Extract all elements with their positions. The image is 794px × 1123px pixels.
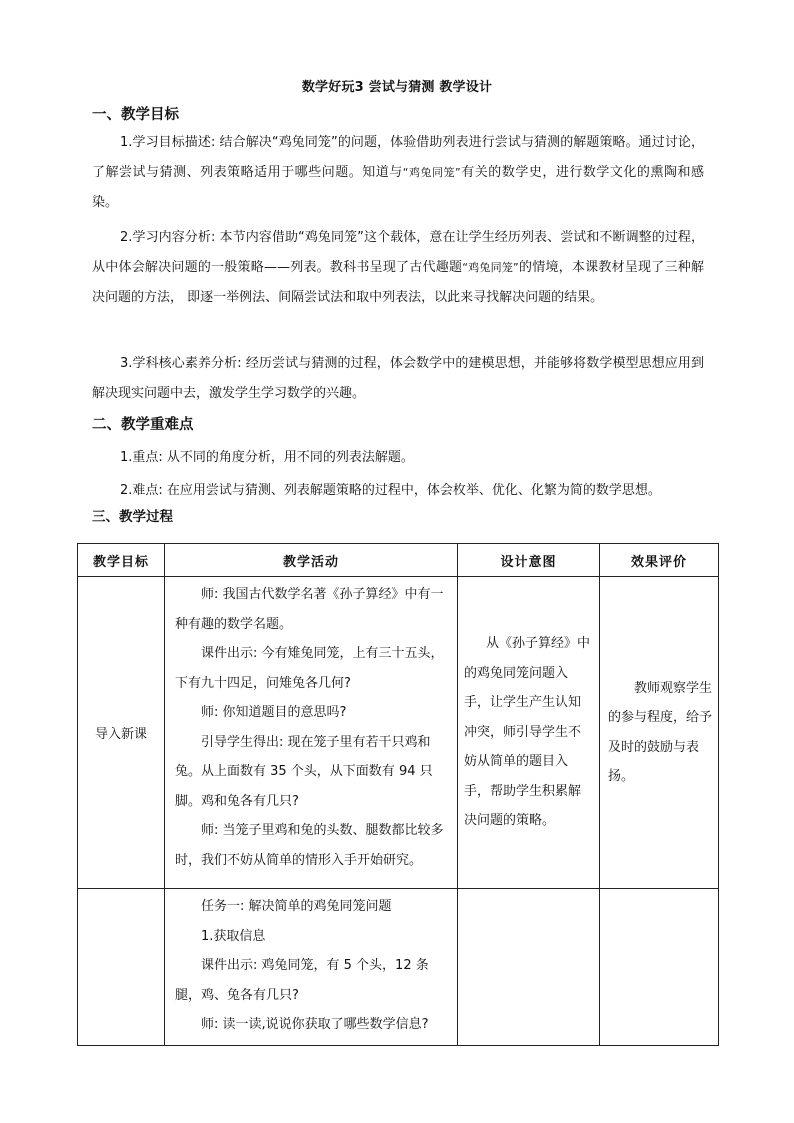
activity-paragraph: 师: 读一读,说说你获取了哪些数学信息?: [201, 1017, 429, 1032]
key-point-line: 1.重点: 从不同的角度分析，用不同的列表法解题。: [120, 450, 414, 465]
activity-paragraph: 1.获取信息: [201, 928, 266, 944]
table-row: [78, 889, 719, 1046]
row1-activity-cell: [165, 577, 458, 889]
row2-goal-cell: [78, 889, 165, 1046]
objective-paragraph-3: 3.学科核心素养分析: 经历尝试与猜测的过程，体会数学中的建模思想，并能够将数学模型思想应用到解决现实问题中去，激发学生学习数学的兴趣。: [92, 356, 704, 401]
row1-evaluation-cell: [600, 577, 719, 889]
activity-paragraph: 师: 我国古代数学名著《孙子算经》中有一种有趣的数学名题。: [175, 587, 444, 632]
section-heading-process: 三、教学过程: [92, 509, 173, 525]
objective-1-text-b: 有关的数学史，进行数学文化的熏陶和感染。: [92, 165, 704, 210]
objective-paragraph-1: [92, 128, 704, 218]
objective-paragraph-2: [92, 223, 704, 313]
document-title: 数学好玩3 尝试与猜测 教学设计: [301, 80, 493, 95]
table-header-row: [78, 544, 719, 577]
row2-evaluation-cell: [600, 889, 719, 1046]
teaching-process-table: [77, 543, 719, 1046]
row1-goal-cell: 导入新课: [78, 577, 165, 889]
activity-paragraph: 课件出示: 鸡兔同笼，有 5 个头，12 条腿，鸡、兔各有几只?: [175, 958, 429, 1003]
intent-paragraph: 从《孙子算经》中的鸡兔同笼问题入手，让学生产生认知冲突，师引导学生不妨从简单的题目入手，帮助学生积累解决问题的策略。: [464, 636, 591, 829]
activity-paragraph: 师: 你知道题目的意思吗?: [201, 705, 347, 720]
objective-2-quote: “鸡兔同笼”: [462, 261, 519, 274]
row2-intent-cell: [458, 889, 600, 1046]
activity-paragraph: 引导学生得出: 现在笼子里有若干只鸡和兔。从上面数有 35 个头，从下面数有 94 只脚。鸡和兔各有几只?: [175, 734, 433, 809]
section-heading-objectives: 一、教学目标: [92, 107, 179, 123]
activity-paragraph: 任务一: 解决简单的鸡兔同笼问题: [201, 899, 392, 914]
difficulty-line: 2.难点: 在应用尝试与猜测、列表解题策略的过程中，体会枚举、优化、化繁为简的数学思想。: [120, 483, 661, 498]
objective-2-text-b: 的情境，本课教材呈现了三种解决问题的方法， 即逐一举例法、间隔尝试法和取中列表法，以此来寻找解决问题的结果。: [92, 260, 704, 305]
header-effect-evaluation: 效果评价: [600, 544, 719, 577]
header-teaching-activity: 教学活动: [165, 544, 458, 577]
row2-activity-cell: [165, 889, 458, 1046]
activity-paragraph: 师: 当笼子里鸡和兔的头数、腿数都比较多时，我们不妨从简单的情形入手开始研究。: [175, 823, 444, 868]
row1-intent-cell: [458, 577, 600, 889]
objective-1-quote: “鸡兔同笼”: [402, 166, 461, 179]
header-design-intent: 设计意图: [458, 544, 600, 577]
evaluation-paragraph: 教师观察学生的参与程度，给予及时的鼓励与表扬。: [608, 680, 713, 784]
header-teaching-goal: 教学目标: [78, 544, 165, 577]
table-row: [78, 577, 719, 889]
objective-2-text-a: 2.学习内容分析: 本节内容借助“鸡兔同笼”这个载体，意在让学生经历列表、尝试和不断调整的过程，从中体会解决问题的一般策略——列表。教科书呈现了古代趣题: [92, 230, 704, 275]
objective-1-text-a: 1.学习目标描述: 结合解决“鸡兔同笼”的问题，体验借助列表进行尝试与猜测的解题策略。通过讨论，了解尝试与猜测、列表策略适用于哪些问题。知道与: [92, 135, 704, 180]
activity-paragraph: 课件出示: 今有雉兔同笼，上有三十五头，下有九十四足，问雉兔各几何?: [175, 646, 444, 691]
section-heading-key-points: 二、教学重难点: [92, 417, 194, 433]
